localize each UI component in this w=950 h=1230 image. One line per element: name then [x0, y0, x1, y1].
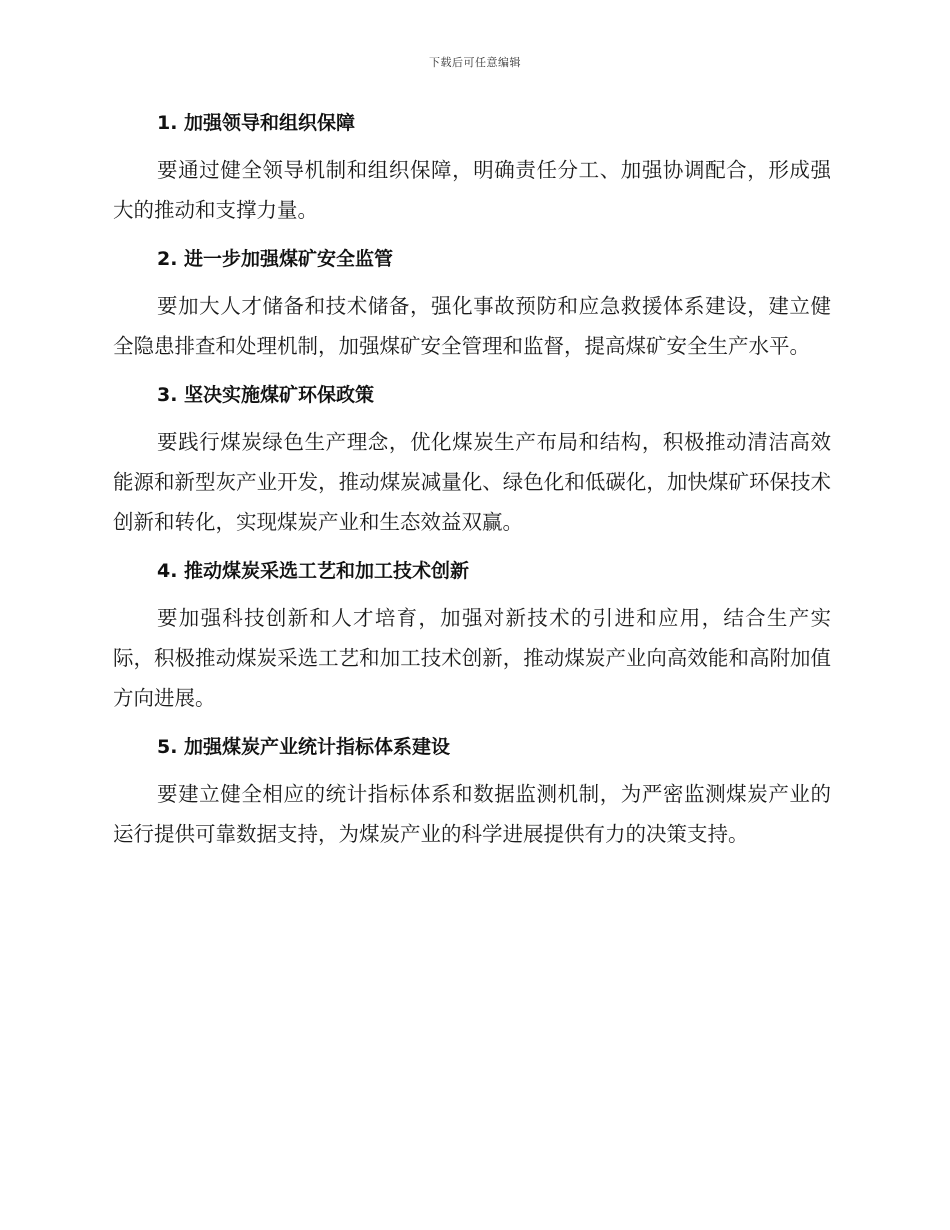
section-heading: 5. 加强煤炭产业统计指标体系建设: [157, 736, 451, 758]
section-heading: 3. 坚决实施煤矿环保政策: [157, 384, 375, 406]
section-paragraph: 要践行煤炭绿色生产理念，优化煤炭生产布局和结构，积极推动清洁高效能源和新型灰产业开发，推动煤炭减量化、绿色化和低碳化，加快煤矿环保技术创新和转化，实现煤炭产业和生态效益双赢。: [113, 430, 831, 534]
section-paragraph: 要加强科技创新和人才培育，加强对新技术的引进和应用，结合生产实际，积极推动煤炭采选工艺和加工技术创新，推动煤炭产业向高效能和高附加值方向进展。: [113, 606, 831, 710]
section-paragraph: 要通过健全领导机制和组织保障，明确责任分工、加强协调配合，形成强大的推动和支撑力量。: [113, 158, 831, 222]
section-5: [113, 732, 831, 854]
page-header: 下载后可任意编辑: [429, 56, 521, 69]
section-paragraph: 要加大人才储备和技术储备，强化事故预防和应急救援体系建设，建立健全隐患排查和处理机制，加强煤矿安全管理和监督，提高煤矿安全生产水平。: [113, 294, 831, 358]
section-2: [113, 244, 831, 366]
section-heading: 1. 加强领导和组织保障: [157, 112, 356, 134]
section-heading: 4. 推动煤炭采选工艺和加工技术创新: [157, 560, 470, 582]
section-1: [113, 108, 831, 230]
section-3: [113, 380, 831, 542]
section-heading: 2. 进一步加强煤矿安全监管: [157, 248, 394, 270]
document-content: [113, 108, 831, 868]
section-4: [113, 556, 831, 718]
section-paragraph: 要建立健全相应的统计指标体系和数据监测机制，为严密监测煤炭产业的运行提供可靠数据支持，为煤炭产业的科学进展提供有力的决策支持。: [113, 782, 831, 846]
